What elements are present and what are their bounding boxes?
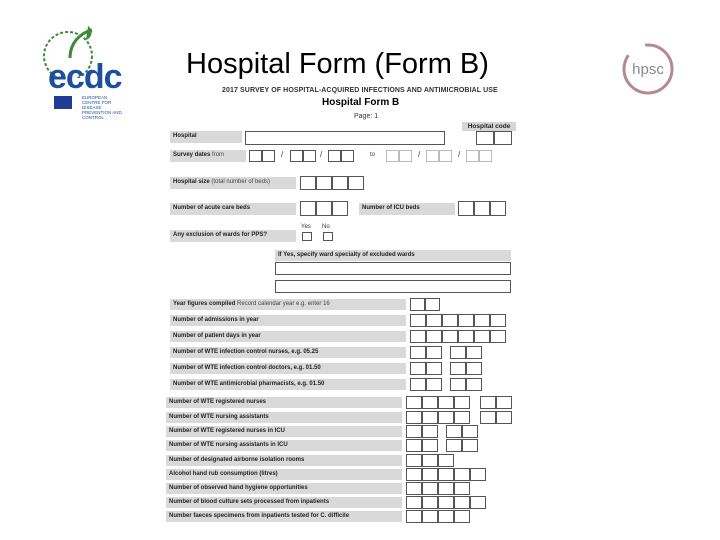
stat-input-box[interactable] <box>454 411 470 424</box>
stat-input-box[interactable] <box>470 496 486 509</box>
exclusion-yes-checkbox[interactable] <box>302 232 312 241</box>
from-year-2[interactable] <box>341 150 354 162</box>
stat-input-box[interactable] <box>422 425 438 438</box>
to-month-1[interactable] <box>426 150 439 162</box>
stat-input-box[interactable] <box>438 496 454 509</box>
stat-input-box[interactable] <box>438 468 454 481</box>
icu-beds-label: Number of ICU beds <box>359 203 455 215</box>
stat-input-box[interactable] <box>410 330 426 343</box>
stat-input-box[interactable] <box>450 346 466 359</box>
stat-input-box[interactable] <box>458 330 474 343</box>
stat-label-0 <box>170 299 406 310</box>
to-month-2[interactable] <box>439 150 452 162</box>
ecdc-subtitle: EUROPEAN CENTRE FOR DISEASE PREVENTION AND CONTROL <box>82 95 122 120</box>
hospital-code-box-1[interactable] <box>476 131 494 145</box>
stat-input-box[interactable] <box>410 362 426 375</box>
stat-input-box[interactable] <box>490 314 506 327</box>
hpsc-emblem-icon <box>612 38 684 100</box>
stat-input-box[interactable] <box>446 425 462 438</box>
stat-label-text: Alcohol hand rub consumption (litres) <box>169 471 278 477</box>
stat-input-box[interactable] <box>438 482 454 495</box>
excluded-specialty-label: If Yes, specify ward specialty of excluded wards <box>275 250 511 261</box>
stat-input-box[interactable] <box>458 314 474 327</box>
yes-label: Yes <box>301 224 311 230</box>
stat-input-box[interactable] <box>446 439 462 452</box>
stat-input-box[interactable] <box>426 314 442 327</box>
stat-label-1 <box>170 315 406 326</box>
stat-input-box[interactable] <box>438 510 454 523</box>
stat-label-text: Number of WTE infection control nurses, e.g. 05.25 <box>173 349 319 355</box>
ecdc-wordmark: ecdc <box>48 58 122 96</box>
stat-label-3 <box>170 347 406 358</box>
stat-label-text: Number of designated airborne isolation rooms <box>169 457 305 463</box>
icu-box-2[interactable] <box>474 201 490 216</box>
stat-input-box[interactable] <box>454 482 470 495</box>
to-year-2[interactable] <box>479 150 492 162</box>
stat-label-4 <box>170 363 406 374</box>
stat-label-note: Record calendar year e.g. enter 16 <box>235 301 330 307</box>
size-box-4[interactable] <box>348 176 364 190</box>
hospital-input[interactable] <box>245 131 445 145</box>
stat-input-box[interactable] <box>426 378 442 391</box>
from-day-2[interactable] <box>262 150 275 162</box>
stat-input-box[interactable] <box>442 330 458 343</box>
stat-label-text: Year figures compiled <box>173 301 236 307</box>
icu-box-3[interactable] <box>490 201 506 216</box>
stat-input-box[interactable] <box>410 378 426 391</box>
stat-input-box[interactable] <box>490 330 506 343</box>
acute-box-3[interactable] <box>332 201 348 216</box>
stat-input-box[interactable] <box>466 346 482 359</box>
stat-input-box[interactable] <box>438 411 454 424</box>
stat-input-box[interactable] <box>450 378 466 391</box>
excluded-specialty-input-2[interactable] <box>275 280 511 293</box>
stat-input-box[interactable] <box>466 362 482 375</box>
stat-input-box[interactable] <box>426 362 442 375</box>
stat-input-box[interactable] <box>480 396 496 409</box>
stat-input-box[interactable] <box>425 298 440 311</box>
from-month-2[interactable] <box>303 150 316 162</box>
stat-input-box[interactable] <box>406 439 422 452</box>
stat-label-text: Number of admissions in year <box>173 317 259 323</box>
stat-input-box[interactable] <box>406 468 422 481</box>
stat-input-box[interactable] <box>406 454 422 467</box>
stat-input-box[interactable] <box>422 468 438 481</box>
stat-input-box[interactable] <box>410 346 426 359</box>
stat-label-text: Number of WTE infection control doctors, e.g. 01.50 <box>173 365 321 371</box>
stat-input-box[interactable] <box>406 496 422 509</box>
stat-input-box[interactable] <box>410 314 426 327</box>
stat-input-box[interactable] <box>480 411 496 424</box>
stat-input-box[interactable] <box>454 396 470 409</box>
stat-input-box[interactable] <box>454 468 470 481</box>
icu-box-1[interactable] <box>458 201 474 216</box>
hospital-code-box-2[interactable] <box>494 131 512 145</box>
to-day-2[interactable] <box>399 150 412 162</box>
stat-input-box[interactable] <box>454 496 470 509</box>
exclusion-no-checkbox[interactable] <box>323 232 333 241</box>
stat-label-text: Number of patient days in year <box>173 333 261 339</box>
hospital-size-label: Hospital size (total number of beds) <box>170 177 296 189</box>
stat-label-9 <box>166 440 402 451</box>
stat-label-text: Number of observed hand hygiene opportunities <box>169 485 308 491</box>
stat-input-box[interactable] <box>406 396 422 409</box>
stat-input-box[interactable] <box>422 396 438 409</box>
hpsc-logo <box>612 38 684 100</box>
to-day-1[interactable] <box>386 150 399 162</box>
stat-input-box[interactable] <box>422 411 438 424</box>
stat-label-12 <box>166 483 402 494</box>
stat-input-box[interactable] <box>462 425 478 438</box>
stat-input-box[interactable] <box>426 346 442 359</box>
stat-input-box[interactable] <box>422 454 438 467</box>
stat-label-text: Number of WTE registered nurses <box>169 399 267 405</box>
acute-beds-label: Number of acute care beds <box>170 203 296 215</box>
stat-input-box[interactable] <box>474 314 490 327</box>
survey-title: 2017 SURVEY OF HOSPITAL-ACQUIRED INFECTIONS AND ANTIMICROBIAL USE <box>222 87 498 94</box>
no-label: No <box>322 224 330 230</box>
stat-input-box[interactable] <box>422 510 438 523</box>
size-box-1[interactable] <box>300 176 316 190</box>
from-month-1[interactable] <box>290 150 303 162</box>
stat-input-box[interactable] <box>466 378 482 391</box>
stat-input-box[interactable] <box>406 482 422 495</box>
acute-box-1[interactable] <box>300 201 316 216</box>
stat-input-box[interactable] <box>474 330 490 343</box>
hospital-label: Hospital <box>170 131 242 143</box>
from-year-1[interactable] <box>328 150 341 162</box>
stat-label-11 <box>166 469 402 480</box>
stat-label-13 <box>166 497 402 508</box>
from-day-1[interactable] <box>249 150 262 162</box>
stat-label-2 <box>170 331 406 342</box>
stat-input-box[interactable] <box>422 496 438 509</box>
slide-title: Hospital Form (Form B) <box>186 48 489 80</box>
stat-label-text: Number of WTE registered nurses in ICU <box>169 428 286 434</box>
stat-label-7 <box>166 412 402 423</box>
survey-dates-label: Survey dates from <box>170 150 246 162</box>
form-title: Hospital Form B <box>322 97 400 108</box>
stat-label-text: Number of blood culture sets processed from inpatients <box>169 499 330 505</box>
stat-input-box[interactable] <box>422 482 438 495</box>
to-year-1[interactable] <box>466 150 479 162</box>
stat-input-box[interactable] <box>406 411 422 424</box>
stat-label-10 <box>166 455 402 466</box>
stat-input-box[interactable] <box>410 298 425 311</box>
eu-flag-icon <box>54 96 72 109</box>
stat-input-box[interactable] <box>442 314 458 327</box>
stat-input-box[interactable] <box>426 330 442 343</box>
acute-box-2[interactable] <box>316 201 332 216</box>
hpsc-wordmark: hpsc <box>632 61 664 78</box>
page-number: Page: 1 <box>354 113 379 120</box>
size-box-3[interactable] <box>332 176 348 190</box>
stat-label-14 <box>166 511 402 522</box>
stat-input-box[interactable] <box>496 396 512 409</box>
stat-label-text: Number of WTE nursing assistants <box>169 414 269 420</box>
stat-label-5 <box>170 379 406 390</box>
stat-input-box[interactable] <box>406 425 422 438</box>
stat-input-box[interactable] <box>454 510 470 523</box>
stat-input-box[interactable] <box>438 454 454 467</box>
stat-label-8 <box>166 426 402 437</box>
stat-input-box[interactable] <box>438 396 454 409</box>
stat-input-box[interactable] <box>450 362 466 375</box>
hospital-code-label: Hospital code <box>462 122 516 131</box>
stat-input-box[interactable] <box>470 468 486 481</box>
stat-label-text: Number of WTE nursing assistants in ICU <box>169 442 288 448</box>
stat-label-text: Number faeces specimens from inpatients tested for C. difficile <box>169 513 350 519</box>
stat-input-box[interactable] <box>496 411 512 424</box>
excluded-specialty-input-1[interactable] <box>275 262 511 275</box>
stat-input-box[interactable] <box>462 439 478 452</box>
stat-input-box[interactable] <box>422 439 438 452</box>
stat-label-6 <box>166 397 402 408</box>
to-label: to <box>370 152 376 158</box>
exclusion-label: Any exclusion of wards for PPS? <box>170 230 296 242</box>
stat-input-box[interactable] <box>406 510 422 523</box>
size-box-2[interactable] <box>316 176 332 190</box>
stat-label-text: Number of WTE antimicrobial pharmacists, e.g. 01.50 <box>173 381 325 387</box>
